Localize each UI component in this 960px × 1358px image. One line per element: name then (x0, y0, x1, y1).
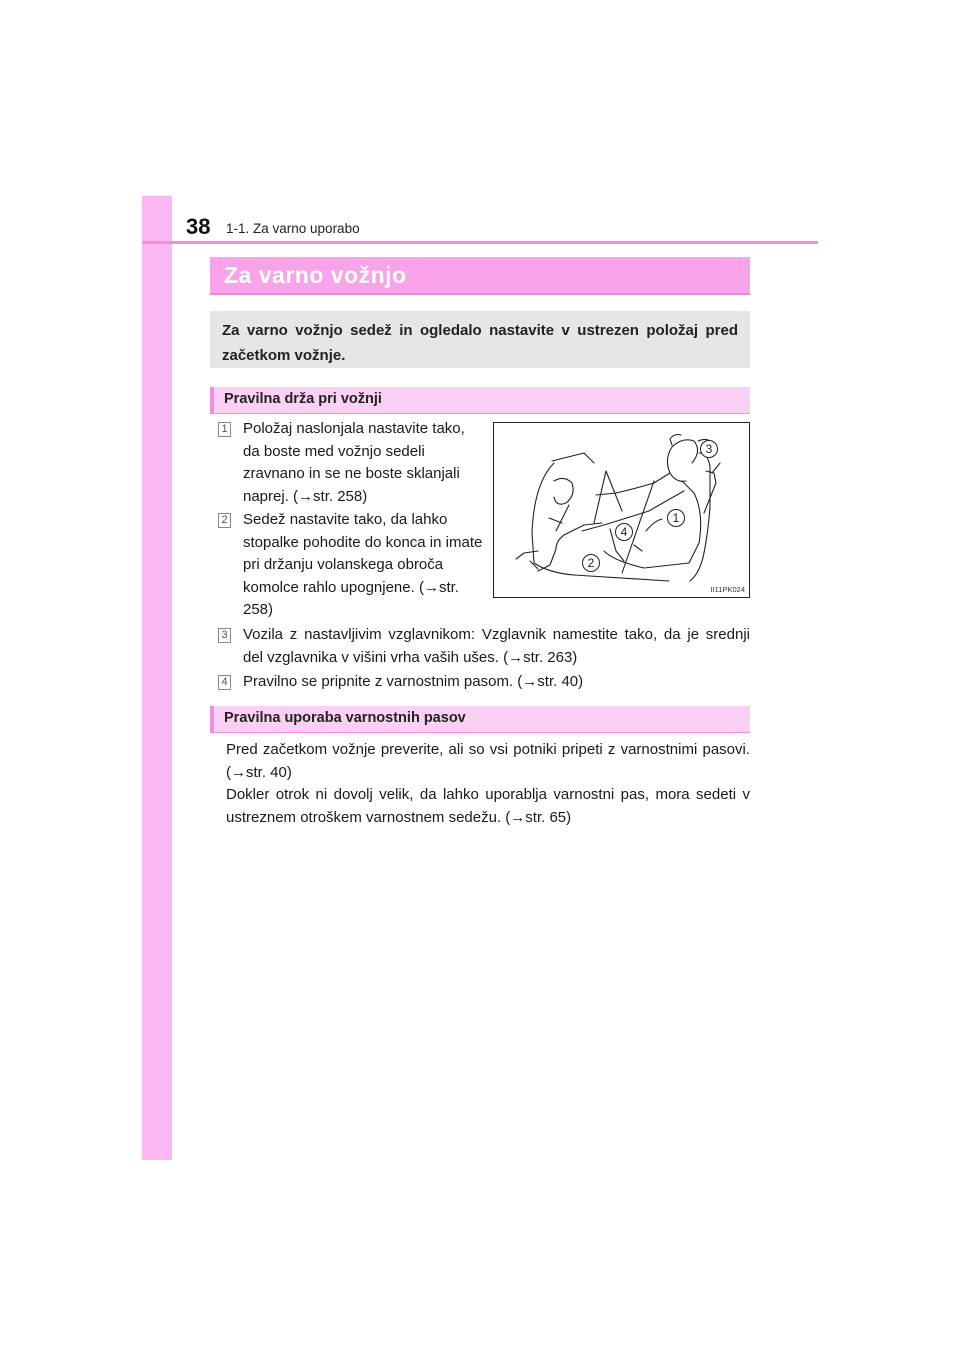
page-number: 38 (186, 214, 211, 239)
item-number-badge: 1 (218, 422, 231, 437)
seatbelt-paragraph-2: Dokler otrok ni dovolj velik, da lahko uporablja varnostni pas, mora sedeti v ustreznem otroškem varnostnem sedežu. (→str. 65) (226, 786, 750, 826)
item-4-text: Pravilno se pripnite z varnostnim pasom. (→str. 40) (243, 673, 584, 690)
page-title: Za varno vožnjo (224, 262, 407, 288)
title-banner (210, 257, 750, 295)
callout-3: 3 (705, 442, 713, 456)
subheader-seatbelts (210, 706, 750, 733)
callout-2: 2 (587, 556, 595, 570)
section-reference: 1-1. Za varno uporabo (226, 221, 360, 236)
sidebar-tab (142, 196, 172, 1160)
driver-posture-drawing (494, 423, 749, 597)
subheader-posture-label: Pravilna drža pri vožnji (224, 391, 382, 407)
seatbelt-paragraph-1: Pred začetkom vožnje preverite, ali so vsi potniki pripeti z varnostnimi pasovi. (→str. 40) (226, 741, 750, 781)
callout-4: 4 (620, 525, 628, 539)
item-number-badge: 2 (218, 513, 231, 528)
figure-code: II11PK024 (710, 585, 745, 594)
intro-box: Za varno vožnjo sedež in ogledalo nastavite v ustrezen položaj pred začetkom vožnje. (210, 311, 750, 368)
callout-1: 1 (672, 511, 680, 525)
seating-posture-illustration (493, 422, 750, 598)
item-1-text: Položaj naslonjala nastavite tako, da boste med vožnjo sedeli zravnano in se ne boste sklanjali naprej. (→str. 258) (243, 420, 465, 505)
item-3-text: Vozila z nastavljivim vzglavnikom: Vzglavnik namestite tako, da je srednji del vzglavnika v višini vrha vaših ušes. (→str. 263) (243, 626, 750, 666)
item-number-badge: 3 (218, 628, 231, 643)
subheader-posture (210, 387, 750, 414)
subheader-seatbelts-label: Pravilna uporaba varnostnih pasov (224, 710, 466, 726)
header-divider (142, 241, 818, 244)
item-number-badge: 4 (218, 675, 231, 690)
item-2-text: Sedež nastavite tako, da lahko stopalke pohodite do konca in imate pri držanju volanskega obroča komolce rahlo upognjene. (→str. 258) (243, 511, 483, 619)
